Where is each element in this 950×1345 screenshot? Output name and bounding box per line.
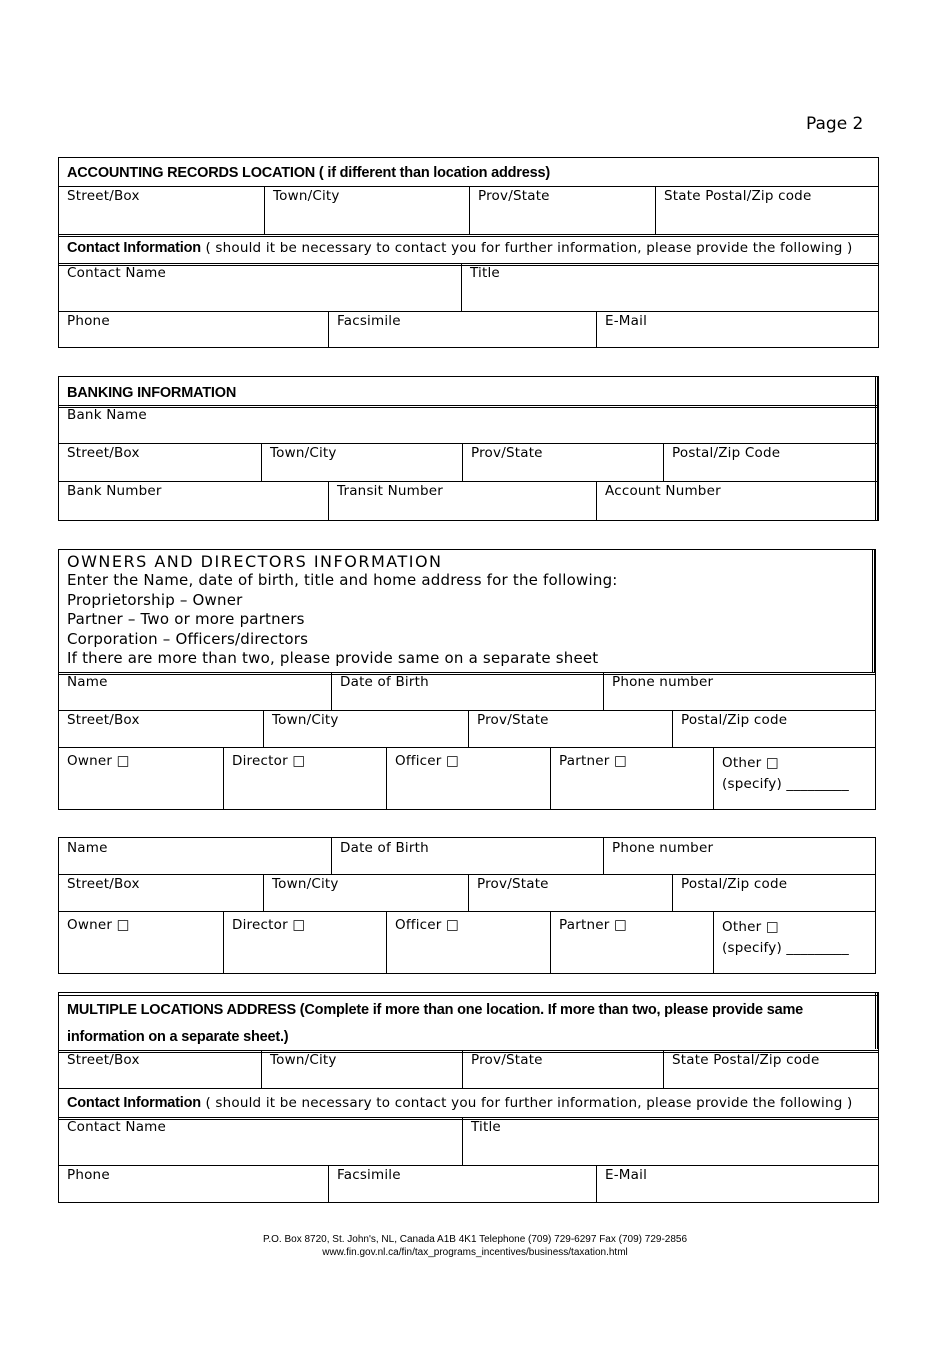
multiple-fax-field[interactable]: Facsimile — [328, 1165, 596, 1203]
multiple-locations-section — [58, 992, 879, 1203]
multiple-title-field[interactable]: Title — [462, 1117, 879, 1165]
owner2-street-field[interactable]: Street/Box — [67, 876, 140, 892]
owners-section-title: OWNERS AND DIRECTORS INFORMATION — [67, 552, 443, 571]
accounting-contact-name-field[interactable]: Contact Name — [67, 265, 167, 281]
owners-entry-2 — [58, 837, 876, 974]
footer-url[interactable]: www.fin.gov.nl.ca/fin/tax_programs_incentives/business/taxation.html — [322, 1246, 628, 1258]
owner2-name-field[interactable]: Name — [67, 840, 108, 856]
owner2-specify-field[interactable]: (specify) _________ — [722, 940, 849, 956]
accounting-prov-field[interactable]: Prov/State — [469, 186, 655, 234]
transit-number-field[interactable]: Transit Number — [328, 481, 596, 521]
owner1-phone-field[interactable]: Phone number — [603, 672, 876, 710]
owner1-street-field[interactable]: Street/Box — [67, 712, 140, 728]
owners-line: If there are more than two, please provide same on a separate sheet — [67, 649, 599, 668]
owner1-dob-field[interactable]: Date of Birth — [331, 672, 603, 710]
owners-section — [58, 549, 876, 810]
multiple-title-line2: information on a separate sheet.) — [67, 1029, 289, 1045]
banking-section-title: BANKING INFORMATION — [67, 385, 237, 401]
owners-line: Partner – Two or more partners — [67, 610, 305, 629]
owner2-officer-checkbox[interactable]: Officer □ — [386, 911, 550, 974]
owner1-specify-field[interactable]: (specify) _________ — [722, 776, 849, 792]
banking-postal-field[interactable]: Postal/Zip Code — [663, 443, 879, 481]
owner2-other-label: Other □ — [722, 919, 779, 935]
owner2-phone-field[interactable]: Phone number — [603, 838, 876, 874]
owners-line: Proprietorship – Owner — [67, 590, 243, 609]
owner1-director-checkbox[interactable]: Director □ — [223, 747, 386, 810]
multiple-contact-name-field[interactable]: Contact Name — [67, 1119, 167, 1135]
owners-line: Corporation – Officers/directors — [67, 629, 309, 648]
accounting-title-field[interactable]: Title — [461, 263, 879, 311]
bank-name-field[interactable]: Bank Name — [67, 407, 147, 423]
multiple-postal-field[interactable]: State Postal/Zip code — [663, 1050, 879, 1088]
owner1-owner-checkbox[interactable]: Owner □ — [67, 753, 130, 769]
footer — [0, 1234, 950, 1259]
accounting-fax-field[interactable]: Facsimile — [328, 311, 596, 348]
banking-town-field[interactable]: Town/City — [261, 443, 462, 481]
multiple-email-field[interactable]: E-Mail — [596, 1165, 879, 1203]
multiple-contact-heading — [59, 1093, 852, 1111]
owner1-prov-field[interactable]: Prov/State — [468, 710, 672, 747]
owner1-partner-checkbox[interactable]: Partner □ — [550, 747, 713, 810]
multiple-prov-field[interactable]: Prov/State — [462, 1050, 663, 1088]
owner2-dob-field[interactable]: Date of Birth — [331, 838, 603, 874]
owner2-owner-checkbox[interactable]: Owner □ — [67, 917, 130, 933]
owner2-partner-checkbox[interactable]: Partner □ — [550, 911, 713, 974]
multiple-locations-title — [59, 997, 803, 1051]
multiple-contact-info-title: Contact Information — [67, 1095, 201, 1111]
bank-number-field[interactable]: Bank Number — [67, 483, 162, 499]
multiple-title-line1: MULTIPLE LOCATIONS ADDRESS (Complete if more than one location. If more than two, please provide same — [67, 1002, 804, 1018]
accounting-postal-field[interactable]: State Postal/Zip code — [655, 186, 879, 234]
account-number-field[interactable]: Account Number — [596, 481, 879, 521]
accounting-contact-heading — [59, 238, 852, 256]
banking-prov-field[interactable]: Prov/State — [462, 443, 663, 481]
owner2-director-checkbox[interactable]: Director □ — [223, 911, 386, 974]
multiple-contact-info-note: ( should it be necessary to contact you for further information, please provide the following ) — [200, 1095, 853, 1111]
accounting-phone-field[interactable]: Phone — [67, 313, 110, 329]
contact-info-note: ( should it be necessary to contact you for further information, please provide the following ) — [200, 240, 853, 256]
multiple-phone-field[interactable]: Phone — [67, 1167, 110, 1183]
multiple-town-field[interactable]: Town/City — [261, 1050, 462, 1088]
accounting-section-title: ACCOUNTING RECORDS LOCATION ( if different than location address) — [67, 165, 550, 181]
owner1-name-field[interactable]: Name — [67, 674, 108, 690]
owner2-town-field[interactable]: Town/City — [263, 874, 468, 911]
multiple-street-field[interactable]: Street/Box — [67, 1052, 140, 1068]
owner2-prov-field[interactable]: Prov/State — [468, 874, 672, 911]
accounting-street-field[interactable]: Street/Box — [67, 188, 140, 204]
owner1-postal-field[interactable]: Postal/Zip code — [672, 710, 876, 747]
owner1-other-label: Other □ — [722, 755, 779, 771]
page-number: Page 2 — [806, 114, 864, 134]
banking-street-field[interactable]: Street/Box — [67, 445, 140, 461]
accounting-email-field[interactable]: E-Mail — [596, 311, 879, 348]
contact-info-title: Contact Information — [67, 240, 201, 256]
owner1-other-checkbox[interactable] — [713, 747, 876, 810]
footer-address: P.O. Box 8720, St. John's, NL, Canada A1B 4K1 Telephone (709) 729-6297 Fax (709) 729-2856 — [262, 1234, 688, 1245]
owner2-postal-field[interactable]: Postal/Zip code — [672, 874, 876, 911]
banking-section — [58, 376, 879, 521]
owners-line: Enter the Name, date of birth, title and home address for the following: — [67, 571, 618, 589]
owner1-town-field[interactable]: Town/City — [263, 710, 468, 747]
owner1-officer-checkbox[interactable]: Officer □ — [386, 747, 550, 810]
owner2-other-checkbox[interactable] — [713, 911, 876, 974]
owners-instructions — [59, 551, 618, 669]
accounting-town-field[interactable]: Town/City — [264, 186, 469, 234]
accounting-records-section — [58, 157, 879, 348]
